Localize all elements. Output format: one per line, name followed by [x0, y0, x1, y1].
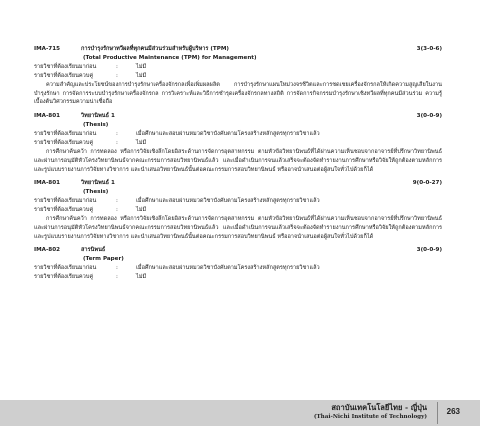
course-subtitle: (Total Productive Maintenance (TPM) for Management): [83, 55, 257, 61]
institute-name-english: (Thai-Nichi Institute of Technology): [313, 414, 427, 420]
course-entry: [34, 112, 442, 174]
course-subtitle: (Thesis): [83, 189, 109, 196]
corequisite-row: [34, 139, 442, 148]
institute-name-thai: สถาบันเทคโนโลยีไทย - ญี่ปุ่น: [331, 403, 427, 412]
colon-separator: :: [116, 207, 118, 214]
course-subtitle: (Thesis): [83, 122, 109, 129]
colon-separator: :: [116, 274, 118, 281]
footer-divider: [437, 402, 438, 424]
corequisite-label: รายวิชาที่ต้องเรียนควบคู่: [34, 207, 94, 214]
course-entry: [34, 246, 442, 282]
colon-separator: :: [116, 140, 118, 147]
course-title: สารนิพนธ์: [81, 247, 106, 254]
course-subtitle: (Term Paper): [83, 256, 124, 263]
colon-separator: :: [116, 265, 118, 272]
course-credits: 9(0-0-27): [412, 180, 442, 187]
course-title: วิทยานิพนธ์ 1: [81, 180, 115, 187]
corequisite-value: ไม่มี: [136, 274, 147, 281]
colon-separator: :: [116, 73, 118, 79]
prerequisite-label: รายวิชาที่ต้องเรียนมาก่อน: [34, 198, 97, 205]
prerequisite-label: รายวิชาที่ต้องเรียนมาก่อน: [34, 64, 97, 70]
course-credits: 3(3-0-6): [416, 46, 442, 52]
page-footer: [0, 400, 480, 426]
prerequisite-row: [34, 63, 442, 72]
prerequisite-row: [34, 264, 442, 273]
course-description: การศึกษาค้นคว้า การทดลอง หรือการวิจัยเชิงลึกโดยอิสระด้านการจัดการอุตสาหกรรม ตามหัวข้อวิทยานิพนธ์ที่ได้ผ่านความเห็นชอบจากอาจารย์ที่ปรึกษาวิทยานิพนธ์ และผ่านการอนุมัติหัวโครงวิทยานิพนธ์จากคณะกรรมการสอบวิทยานิพนธ์แล้ว และเมื่อดำเนินการจนแล้วเสร็จจะต้องจัดทำรายงานการศึกษาหรือวิจัยให้ถูกต้องตามหลักการและรูปแบบรายงานการวิจัยทางวิชาการ และนำเสนอวิทยานิพนธ์นั้นต่อคณะกรรมการสอบวิทยานิพนธ์ หรืออาจนำเสนอต่อผู้สนใจทั่วไปด้วยก็ได้: [34, 216, 442, 240]
course-description: ความสำคัญและประโยชน์ของการบำรุงรักษาเครื่องจักรกลเพื่อเพิ่มผลผลิต การบำรุงรักษาแผนใหม่วงจรชีวิตและการชดเชยเครื่องจักรกลให้เกิดความสูญเสียในงานบำรุงรักษา การจัดการระบบบำรุงรักษาเครื่องจักรกล การวิเคราะห์และวิธีการชำรุดเครื่องจักรกลทางสถิติ การจัดการกิจกรรมบำรุงรักษาเชิงทวีผลที่ทุกคนมีส่วนร่วม ความรู้เบื้องต้นวิศวกรรมความน่าเชื่อถือ: [34, 82, 442, 106]
course-title: การบำรุงรักษาทวีผลที่ทุกคนมีส่วนร่วมสำหรับผู้บริหาร (TPM): [81, 46, 229, 52]
course-header: [34, 246, 442, 255]
colon-separator: :: [116, 131, 118, 138]
prerequisite-label: รายวิชาที่ต้องเรียนมาก่อน: [34, 131, 97, 138]
course-credits: 3(0-0-9): [416, 247, 442, 254]
corequisite-row: [34, 273, 442, 282]
course-header: [34, 112, 442, 121]
corequisite-value: ไม่มี: [136, 140, 147, 147]
course-entry: [34, 179, 442, 241]
corequisite-row: [34, 206, 442, 215]
page-number: 263: [446, 407, 460, 416]
corequisite-row: [34, 72, 442, 81]
course-list: [34, 45, 442, 287]
corequisite-label: รายวิชาที่ต้องเรียนควบคู่: [34, 274, 94, 281]
course-header: [34, 179, 442, 188]
colon-separator: :: [116, 198, 118, 205]
prerequisite-value: เมื่อศึกษาและสอบผ่านหมวดวิชาบังคับตามโครงสร้างหลักสูตรทุกรายวิชาแล้ว: [136, 265, 320, 272]
course-code: IMA-715: [34, 46, 60, 52]
prerequisite-value: เมื่อศึกษาและสอบผ่านหมวดวิชาบังคับตามโครงสร้างหลักสูตรทุกรายวิชาแล้ว: [136, 131, 320, 138]
corequisite-label: รายวิชาที่ต้องเรียนควบคู่: [34, 140, 94, 147]
course-code: IMA-801: [34, 180, 60, 187]
course-code: IMA-802: [34, 247, 60, 254]
course-header: [34, 45, 442, 54]
prerequisite-label: รายวิชาที่ต้องเรียนมาก่อน: [34, 265, 97, 272]
course-title: วิทยานิพนธ์ 1: [81, 113, 115, 120]
course-credits: 3(0-0-9): [416, 113, 442, 120]
corequisite-value: ไม่มี: [136, 73, 147, 79]
course-code: IMA-801: [34, 113, 60, 120]
colon-separator: :: [116, 64, 118, 70]
prerequisite-row: [34, 197, 442, 206]
course-description: การศึกษาค้นคว้า การทดลอง หรือการวิจัยเชิงลึกโดยอิสระด้านการจัดการอุตสาหกรรม ตามหัวข้อวิทยานิพนธ์ที่ได้ผ่านความเห็นชอบจากอาจารย์ที่ปรึกษาวิทยานิพนธ์ และผ่านการอนุมัติหัวโครงวิทยานิพนธ์จากคณะกรรมการสอบวิทยานิพนธ์แล้ว และเมื่อดำเนินการจนแล้วเสร็จจะต้องจัดทำรายงานการศึกษาหรือวิจัยให้ถูกต้องตามหลักการและรูปแบบรายงานการวิจัยทางวิชาการ และนำเสนอวิทยานิพนธ์นั้นต่อคณะกรรมการสอบวิทยานิพนธ์ หรืออาจนำเสนอต่อผู้สนใจทั่วไปด้วยก็ได้: [34, 149, 442, 173]
corequisite-value: ไม่มี: [136, 207, 147, 214]
corequisite-label: รายวิชาที่ต้องเรียนควบคู่: [34, 73, 94, 79]
course-entry: [34, 45, 442, 107]
prerequisite-value: เมื่อศึกษาและสอบผ่านหมวดวิชาบังคับตามโครงสร้างหลักสูตรทุกรายวิชาแล้ว: [136, 198, 320, 205]
institute-name: [314, 403, 427, 421]
prerequisite-row: [34, 130, 442, 139]
prerequisite-value: ไม่มี: [136, 64, 147, 70]
